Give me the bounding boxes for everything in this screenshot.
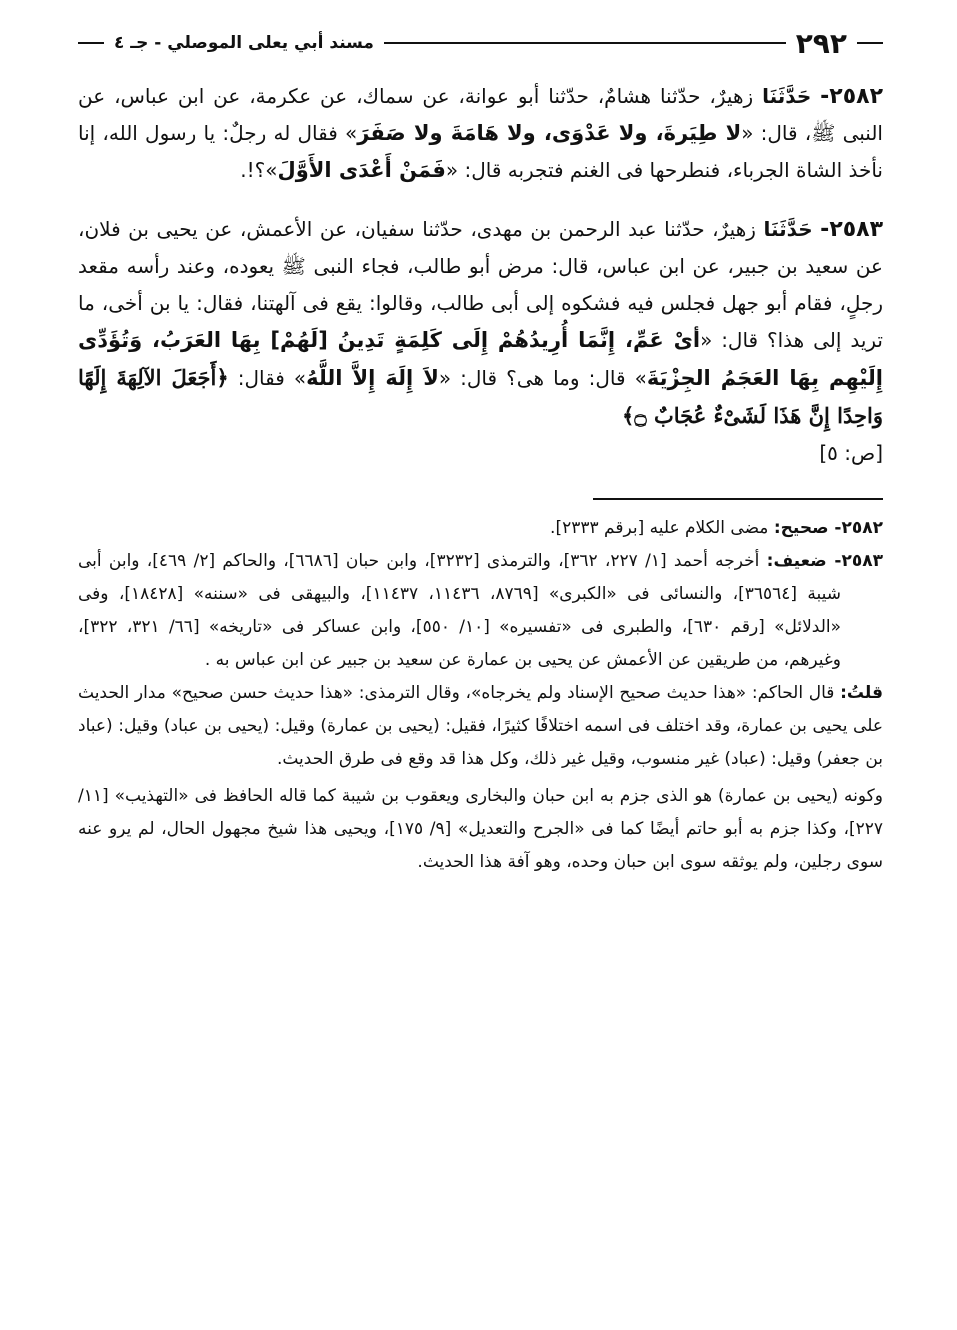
hadith-opening: حَدَّثَنَا xyxy=(762,84,812,108)
hadith-number: ٢٥٨٣- xyxy=(820,217,884,242)
footnote-2583 xyxy=(78,545,883,677)
hadith-text: »؟!. xyxy=(240,158,278,182)
page-header xyxy=(78,26,883,60)
footnote-2582 xyxy=(78,512,883,545)
footnotes xyxy=(78,512,883,879)
hadith-matn: لاَ إِلَهَ إِلاَّ اللَّهُ xyxy=(306,366,439,390)
footnote-text: مضى الكلام عليه [برقم ٢٣٣٣]. xyxy=(550,518,769,538)
running-title: مسند أبي يعلى الموصلي - جـ ٤ xyxy=(114,33,374,53)
page-number: ٢٩٢ xyxy=(795,26,847,60)
hadith-2583 xyxy=(78,211,883,435)
hadith-number: ٢٥٨٢- xyxy=(820,84,884,109)
footnote-text: أخرجه أحمد [١/ ٢٢٧، ٣٦٢]، والترمذى [٣٢٣٢]، وابن حبان [٦٦٨٦]، والحاكم [٢/ ٤٦٩]، وابن أبى شيبة [٣٦٥٦٤]، والنسائى فى «الكبرى» [٨٧٦٩، ١١٤٣٦، ١١٤٣٧]، والبيهقى فى «سننه» [١٨٤٢٨]، وفى «الدلائل» [رقم ٦٣٠]، والطبرى فى «تفسيره» [١٠/ ٥٥٠]، وابن عساكر فى «تاريخه» [٦٦/ ٣٢١، ٣٢٢]، وغيرهم، من طريقين عن الأعمش عن يحيى بن عمارة عن سعيد بن جبير عن ابن عباس به . xyxy=(78,551,841,670)
hadith-isnad: زهيرٌ، حدّثنا هشامٌ، حدّثنا أبو عوانة، عن سماك، عن عكرمة، عن ابن عباس، عن النبى ﷺ، قال: « xyxy=(78,84,883,145)
qultu-text: قال الحاكم: «هذا حديث صحيح الإسناد ولم يخرجاه»، وقال الترمذى: «هذا حديث حسن صحيح» مدار الحديث على يحيى بن عمارة، وقد اختلف فى اسمه اختلافًا كثيرًا، فقيل: (يحيى بن عمارة) وقيل: (يحيى بن عباد) وقيل: (عباد بن جعفر) وقيل: (عباد) غير منسوب، وقيل غير ذلك، وكل هذا قد وقع فى طرق الحديث. xyxy=(78,683,883,769)
hadith-text: » قال: وما هى؟ قال: « xyxy=(438,366,647,390)
hadith-matn: لا طِيَرةَ، ولا عَدْوَى، ولا هَامَةَ ولا صَفَرَ xyxy=(357,121,742,145)
footnote-qultu xyxy=(78,677,883,776)
footnote-divider xyxy=(593,498,883,500)
header-rule xyxy=(384,42,786,44)
hadith-opening: حَدَّثَنَا xyxy=(763,217,813,241)
qultu-label: قلتُ: xyxy=(840,683,883,703)
footnote-label: ٢٥٨٣- ضعيف: xyxy=(766,551,884,571)
quran-reference: [ص: ٥] xyxy=(819,441,883,465)
hadith-matn: أىْ عَمِّ، إِنَّمَا أُرِيدُهُمْ إِلَى كَلِمَةٍ تَدِينُ [لَهُمْ] بِهَا العَرَبُ، وَتُؤَدِّى إِلَيْهِم بِهَا العَجَمُ الجِزْيَةَ xyxy=(78,328,883,390)
footnote-last-paragraph: وكونه (يحيى بن عمارة) هو الذى جزم به ابن حبان والبخارى ويعقوب بن شيبة كما قاله الحافظ فى «التهذيب» [١١/ ٢٢٧]، وكذا جزم به أبو حاتم أيضًا كما فى «الجرح والتعديل» [٩/ ١٧٥]، ويحيى هذا شيخ مجهول الحال، لم يرو عنه سوى رجلين، ولم يوثقه سوى ابن حبان وحده، وهو آفة هذا الحديث. xyxy=(78,786,883,872)
footnote-label: ٢٥٨٢- صحيح: xyxy=(773,518,883,538)
quran-verse: ﴿أَجَعَلَ الآلِهَةَ إِلَهًا وَاحِدًا إِنَّ هَذَا لَشَىْءٌ عُجَابٌ ۝﴾ xyxy=(78,365,883,428)
hadith-text: » فقال له رجلٌ: يا رسول الله، إنا نأخذ الشاة الجرباء، فنطرحها فى الغنم فتجربه قال: « xyxy=(78,121,883,182)
hadith-text: » فقال: xyxy=(228,366,307,390)
hadith-matn: فَمَنْ أَعْدَى الأَوَّلَ xyxy=(277,158,446,182)
header-rule-right xyxy=(857,42,883,44)
header-rule-left xyxy=(78,42,104,44)
hadith-text: زهيرٌ، حدّثنا عبد الرحمن بن مهدى، حدّثنا سفيان، عن الأعمش، عن يحيى بن فلان، عن سعيد بن جبير، عن ابن عباس، قال: مرض أبو طالب، فجاء النبى ﷺ يعوده، وعند رأسه مقعد رجلٍ، فقام أبو جهل فجلس فيه فشكوه إلى أبى طالب، وقالوا: يقع فى آلهتنا، فقال: يا بن أخى، ما تريد إلى هذا؟ قال: « xyxy=(78,217,883,352)
hadith-2582 xyxy=(78,78,883,189)
